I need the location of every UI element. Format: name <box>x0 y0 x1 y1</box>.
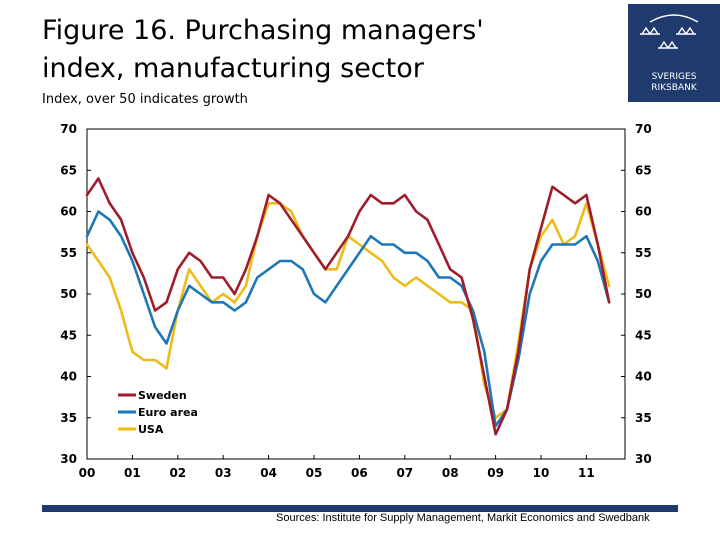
y-tick-label-left: 70 <box>60 122 77 136</box>
x-tick-label: 08 <box>441 466 459 480</box>
x-tick-label: 05 <box>305 466 323 480</box>
legend-label: Euro area <box>138 406 198 419</box>
x-tick-label: 04 <box>260 466 277 480</box>
riksbank-crown-emblem-icon <box>628 4 720 102</box>
x-tick-label: 06 <box>351 466 368 480</box>
figure-title <box>42 12 602 88</box>
x-tick-label: 10 <box>532 466 550 480</box>
source-note: Sources: Institute for Supply Management, Markit Economics and Swedbank <box>276 512 650 524</box>
y-tick-label-right: 55 <box>635 245 652 260</box>
pmi-chart <box>40 112 660 492</box>
y-tick-label-left: 40 <box>60 369 77 384</box>
x-tick-label: 03 <box>214 466 232 480</box>
title-line-2: index, manufacturing sector <box>42 53 424 84</box>
y-tick-label-left: 60 <box>60 204 77 219</box>
y-tick-label-left: 55 <box>60 245 77 260</box>
chart-subtitle: Index, over 50 indicates growth <box>42 92 248 107</box>
y-tick-label-right: 65 <box>635 163 652 178</box>
logo-text-line2: RIKSBANK <box>651 83 697 93</box>
x-tick-label: 09 <box>487 466 504 480</box>
title-line-1: Figure 16. Purchasing managers' <box>42 15 484 46</box>
footer-bar <box>42 505 678 512</box>
y-tick-label-right: 40 <box>635 369 652 384</box>
x-tick-label: 01 <box>124 466 141 480</box>
x-tick-label: 00 <box>78 466 96 480</box>
y-tick-label-left: 65 <box>60 163 77 178</box>
legend-label: USA <box>138 423 164 436</box>
y-tick-label-left: 45 <box>60 328 77 343</box>
y-tick-label-right: 60 <box>635 204 652 219</box>
logo-text-line1: SVERIGES <box>651 72 697 82</box>
y-tick-label-right: 30 <box>635 452 652 466</box>
y-tick-label-right: 35 <box>635 410 652 425</box>
y-tick-label-left: 50 <box>60 287 77 301</box>
x-tick-label: 11 <box>578 466 595 480</box>
y-tick-label-left: 30 <box>60 452 77 466</box>
y-tick-label-right: 45 <box>635 328 652 343</box>
x-tick-label: 07 <box>396 466 414 480</box>
y-tick-label-right: 50 <box>635 287 652 301</box>
y-tick-label-left: 35 <box>60 410 77 425</box>
x-tick-label: 02 <box>169 466 187 480</box>
y-tick-label-right: 70 <box>635 122 652 136</box>
legend-label: Sweden <box>138 389 187 402</box>
riksbank-logo <box>628 4 720 102</box>
